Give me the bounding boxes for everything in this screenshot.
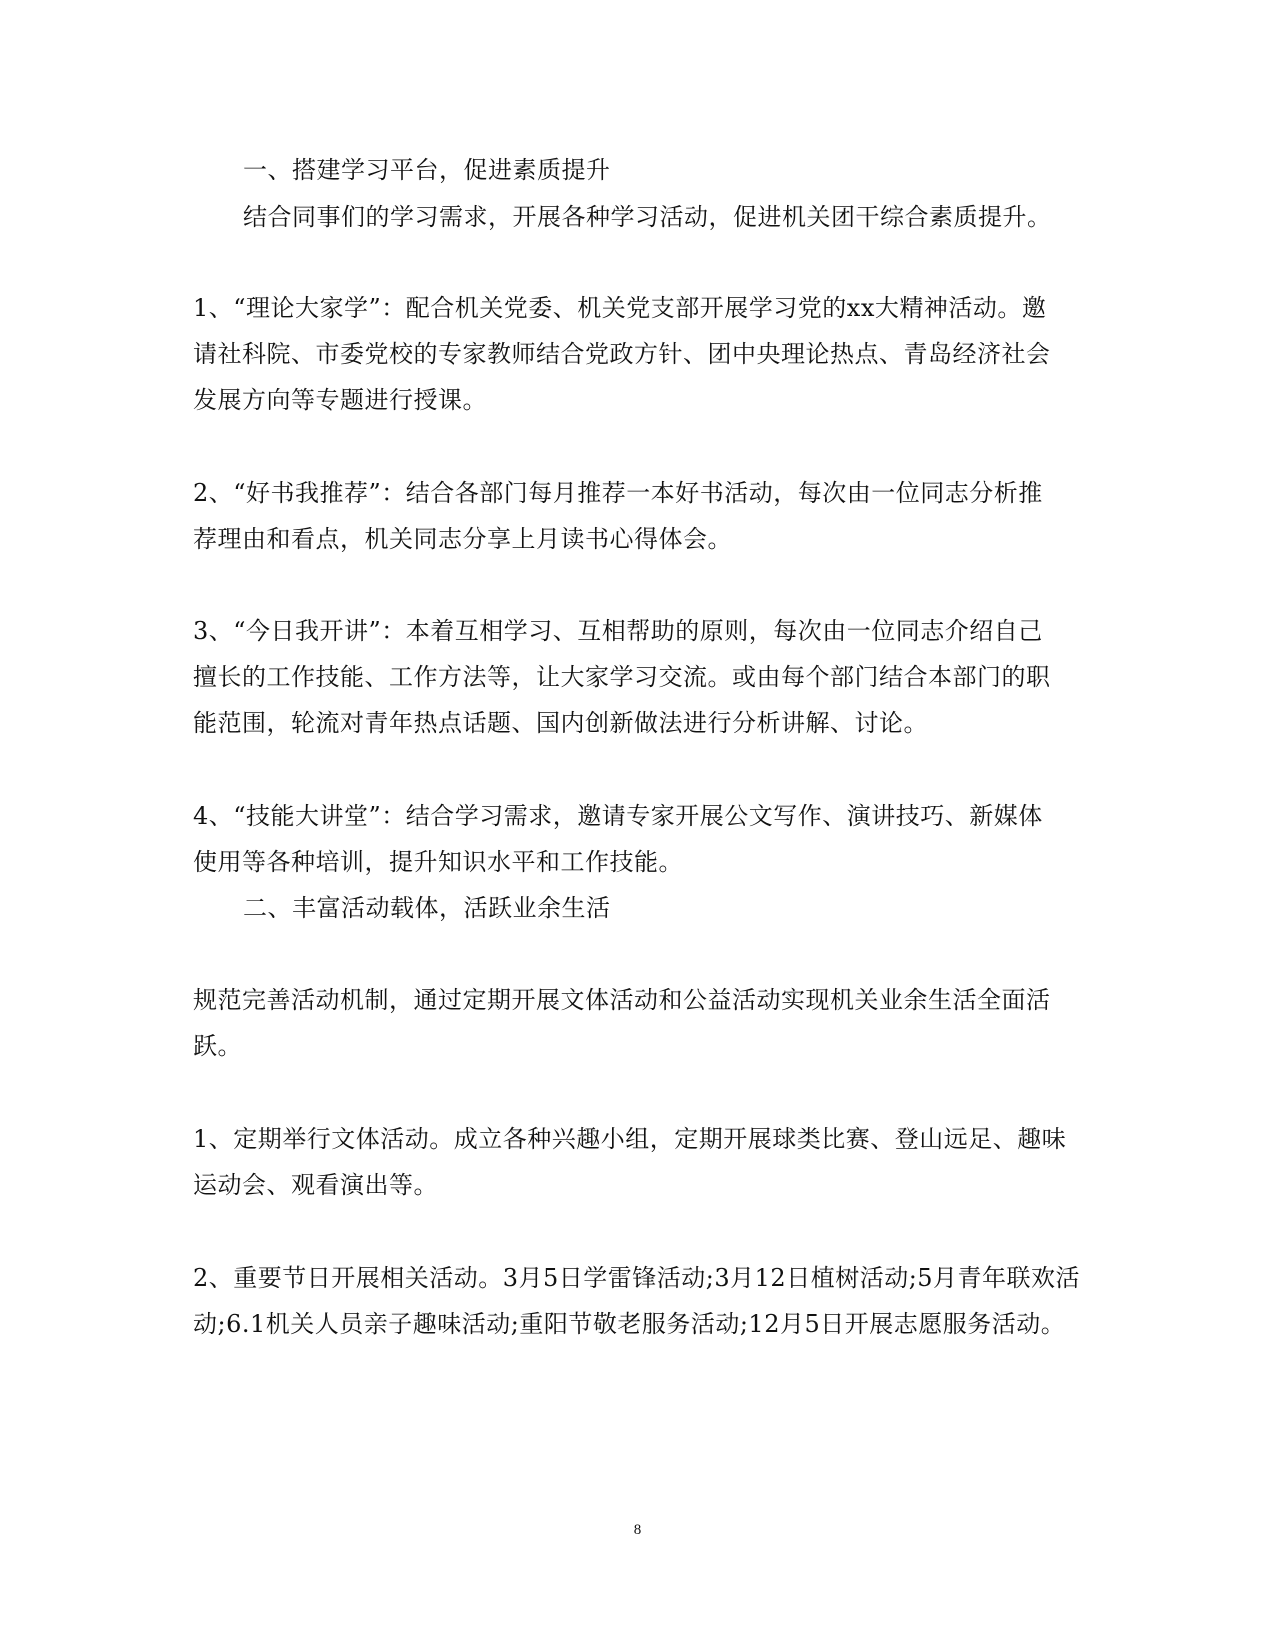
paragraph-line: 3、“今日我开讲”：本着互相学习、互相帮助的原则，每次由一位同志介绍自己 — [193, 617, 1043, 645]
paragraph-line: 1、定期举行文体活动。成立各种兴趣小组，定期开展球类比赛、登山远足、趣味 — [193, 1125, 1067, 1153]
paragraph-line: 2、“好书我推荐”：结合各部门每月推荐一本好书活动，每次由一位同志分析推 — [193, 479, 1043, 507]
paragraph-line: 4、“技能大讲堂”：结合学习需求，邀请专家开展公文写作、演讲技巧、新媒体 — [193, 802, 1043, 830]
paragraph-line: 擅长的工作技能、工作方法等，让大家学习交流。或由每个部门结合本部门的职 — [193, 663, 1051, 691]
paragraph-line: 使用等各种培训，提升知识水平和工作技能。 — [193, 848, 683, 876]
paragraph-line: 1、“理论大家学”：配合机关党委、机关党支部开展学习党的xx大精神活动。邀 — [193, 294, 1047, 322]
paragraph-line: 规范完善活动机制，通过定期开展文体活动和公益活动实现机关业余生活全面活 — [193, 986, 1051, 1014]
paragraph-line: 发展方向等专题进行授课。 — [193, 386, 487, 414]
page-number: 8 — [633, 1522, 642, 1538]
paragraph-line: 动;6.1机关人员亲子趣味活动;重阳节敬老服务活动;12月5日开展志愿服务活动。 — [193, 1310, 1066, 1338]
paragraph-line: 能范围，轮流对青年热点话题、国内创新做法进行分析讲解、讨论。 — [193, 709, 928, 737]
paragraph-line: 运动会、观看演出等。 — [193, 1171, 438, 1199]
paragraph-line: 荐理由和看点，机关同志分享上月读书心得体会。 — [193, 525, 732, 553]
section-heading: 二、丰富活动载体，活跃业余生活 — [243, 894, 611, 922]
section-heading: 一、搭建学习平台，促进素质提升 — [243, 156, 611, 184]
paragraph-line: 跃。 — [193, 1032, 242, 1060]
paragraph-line: 2、重要节日开展相关活动。3月5日学雷锋活动;3月12日植树活动;5月青年联欢活 — [193, 1264, 1081, 1292]
section-intro: 结合同事们的学习需求，开展各种学习活动，促进机关团干综合素质提升。 — [243, 203, 1052, 231]
paragraph-line: 请社科院、市委党校的专家教师结合党政方针、团中央理论热点、青岛经济社会 — [193, 340, 1051, 368]
